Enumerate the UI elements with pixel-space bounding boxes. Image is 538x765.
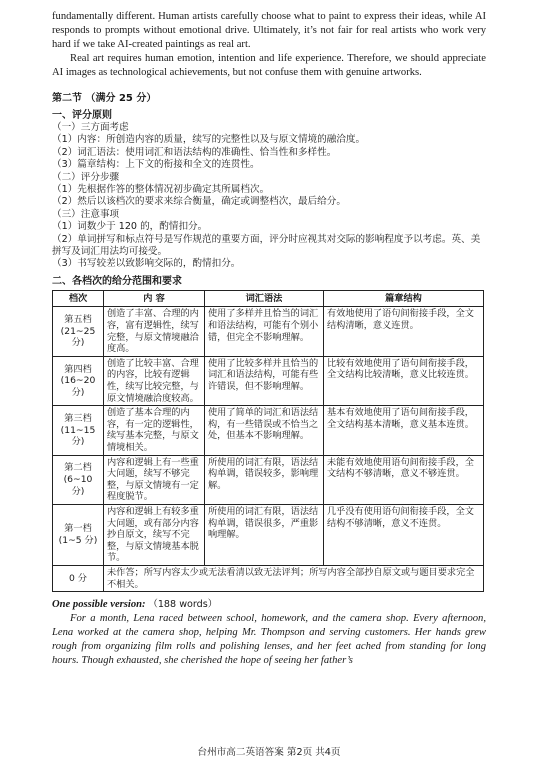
notes-item: （1）词数少于 120 的，酌情扣分。 — [52, 221, 208, 233]
header-structure: 篇章结构 — [324, 290, 484, 307]
content-cell: 创造了丰富、合理的内容，富有逻辑性，续写完整，与原文情境融洽度高。 — [104, 307, 205, 356]
structure-cell: 未能有效地使用语句间衔接手段，全文结构不够清晰，意义不够连贯。 — [324, 455, 484, 504]
table-row — [53, 504, 484, 565]
content-cell: 创造了比较丰富、合理的内容，比较有逻辑性，续写比较完整，与原文情境融洽度较高。 — [104, 356, 205, 405]
zero-desc-cell: 未作答；所写内容太少或无法看清以致无法评判；所写内容全部抄自原文或与题目要求完全不相关。 — [104, 565, 484, 591]
sample-essay: For a month, Lena raced between school, homework, and the camera shop. Every afternoon, Lena worked at the camera shop, helping Mr. Thompson and serving customers. Her hands grew rough from organizing film rolls and polishing lenses, and her feet ached from standing for long hours. Though exhausted, she cherished the hope of seeing her father’s — [52, 613, 486, 667]
level-cell: 0 分 — [53, 565, 104, 591]
content-cell: 创造了基本合理的内容，有一定的逻辑性，续写基本完整，与原文情境相关。 — [104, 406, 205, 455]
structure-cell: 几乎没有使用语句间衔接手段，全文结构不够清晰，意义不连贯。 — [324, 504, 484, 565]
passage-paragraph: fundamentally different. Human artists carefully choose what to paint to express their ideas, while AI responds to prompts without emotional drive. Ultimately, it’s not fair for real artists who work very hard if we take AI-created paintings as real art. — [52, 11, 486, 50]
content-cell: 内容和逻辑上有较多重大问题，或有部分内容抄自原文，续写不完整，与原文情境基本脱节。 — [104, 504, 205, 565]
steps-title: （二）评分步骤 — [52, 171, 120, 183]
header-level: 档次 — [53, 290, 104, 307]
structure-cell: 有效地使用了语句间衔接手段，全文结构清晰，意义连贯。 — [324, 307, 484, 356]
table-row — [53, 307, 484, 356]
level-cell: 第三档 (11~15 分) — [53, 406, 104, 455]
criteria-item: （3）篇章结构：上下文的衔接和全文的连贯性。 — [52, 159, 260, 171]
table-row — [53, 406, 484, 455]
table-header-row — [53, 290, 484, 307]
grammar-cell: 所使用的词汇有限，语法结构单调，错误很多，严重影响理解。 — [205, 504, 324, 565]
level-cell: 第二档 (6~10 分) — [53, 455, 104, 504]
table-row — [53, 356, 484, 405]
steps-item: （2）然后以该档次的要求来综合衡量，确定或调整档次，最后给分。 — [52, 196, 346, 208]
criteria-title: （一）三方面考虑 — [52, 122, 129, 133]
header-content: 内 容 — [104, 290, 205, 307]
notes-item: （2）单词拼写和标点符号是写作规范的重要方面，评分时应视其对交际的影响程度予以考虑。英、美拼写及词汇用法均可接受。 — [52, 233, 481, 258]
page-footer: 台州市高二英语答案 第2页 共4页 — [197, 747, 341, 758]
part-title: 一、评分原则 — [52, 110, 112, 121]
criteria-item: （2）词汇语法：使用词汇和语法结构的准确性、恰当性和多样性。 — [52, 146, 337, 158]
passage-paragraph: Real art requires human emotion, intention and life experience. Therefore, we should appreciate AI images as technological achievements, but not confuse them with genuine artworks. — [52, 53, 486, 78]
header-grammar: 词汇语法 — [205, 290, 324, 307]
grammar-cell: 使用了多样并且恰当的词汇和语法结构，可能有个别小错，但完全不影响理解。 — [205, 307, 324, 356]
table-row — [53, 565, 484, 591]
version-label: One possible version: — [52, 599, 146, 611]
level-cell: 第五档 (21~25 分) — [53, 307, 104, 356]
grammar-cell: 使用了比较多样并且恰当的词汇和语法结构，可能有些许错误，但不影响理解。 — [205, 356, 324, 405]
structure-cell: 比较有效地使用了语句间衔接手段，全文结构比较清晰，意义比较连贯。 — [324, 356, 484, 405]
section-title: 第二节 （满分 25 分） — [52, 93, 157, 104]
part-title: 二、各档次的给分范围和要求 — [52, 275, 182, 287]
notes-item: （3）书写较差以致影响交际的，酌情扣分。 — [52, 258, 241, 270]
criteria-item: （1）内容：所创造内容的质量，续写的完整性以及与原文情境的融洽度。 — [52, 134, 366, 146]
version-heading — [52, 598, 486, 612]
word-count: （188 words） — [148, 599, 218, 611]
steps-item: （1）先根据作答的整体情况初步确定其所属档次。 — [52, 184, 270, 196]
structure-cell: 基本有效地使用了语句间衔接手段，全文结构基本清晰，意义基本连贯。 — [324, 406, 484, 455]
level-cell: 第一档 (1~5 分) — [53, 504, 104, 565]
rubric-table — [52, 290, 484, 592]
grammar-cell: 所使用的词汇有限，语法结构单调，错误较多，影响理解。 — [205, 455, 324, 504]
grammar-cell: 使用了简单的词汇和语法结构，有一些错误或不恰当之处，但基本不影响理解。 — [205, 406, 324, 455]
content-cell: 内容和逻辑上有一些重大问题，续写不够完整，与原文情境有一定程度脱节。 — [104, 455, 205, 504]
level-cell: 第四档 (16~20 分) — [53, 356, 104, 405]
table-row — [53, 455, 484, 504]
notes-title: （三）注意事项 — [52, 208, 120, 220]
